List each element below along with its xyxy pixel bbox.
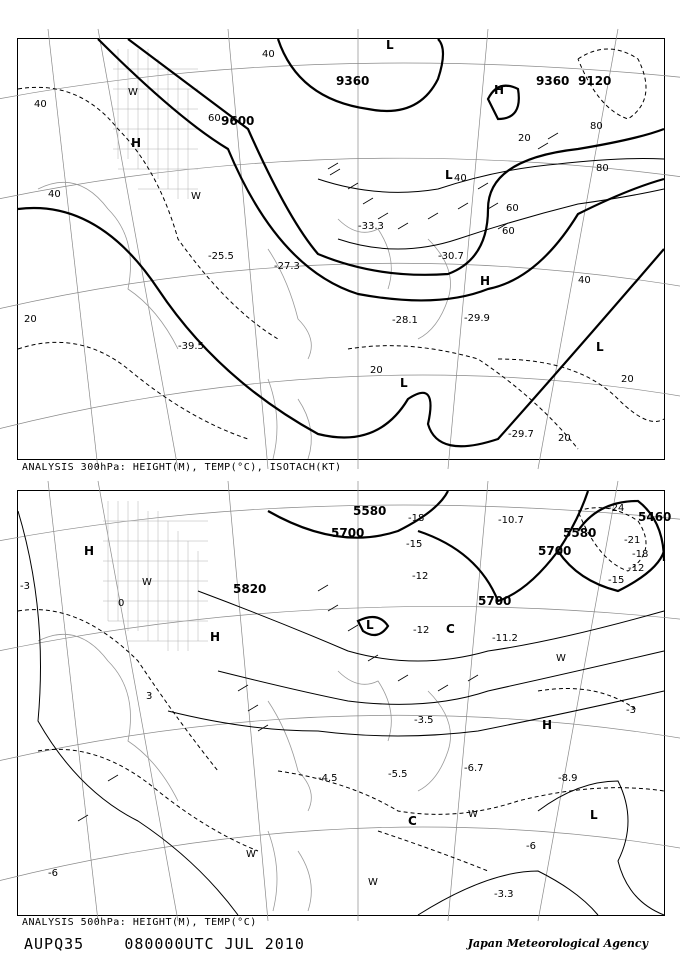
isotach-label: 60 bbox=[208, 113, 221, 124]
isotherm-label: -18 bbox=[632, 549, 649, 560]
temp-value: -27.3 bbox=[274, 261, 300, 272]
isotherm-label: -24 bbox=[608, 503, 625, 514]
temp-value: -8.9 bbox=[558, 773, 578, 784]
height-label: 9120 bbox=[578, 74, 612, 88]
low-pressure-marker: L bbox=[596, 340, 604, 354]
isotach-label: 20 bbox=[558, 433, 571, 444]
isotherm-label: -3 bbox=[20, 581, 30, 592]
cold-marker: C bbox=[446, 622, 455, 636]
wind-barbs bbox=[328, 133, 558, 229]
low-pressure-marker: L bbox=[590, 808, 598, 822]
warm-marker: W bbox=[246, 849, 256, 860]
temp-value: -33.3 bbox=[358, 221, 384, 232]
isotherm-label: -15 bbox=[608, 575, 625, 586]
high-pressure-marker: H bbox=[494, 83, 505, 97]
coastlines bbox=[38, 182, 451, 459]
temp-value: -29.9 bbox=[464, 313, 490, 324]
high-pressure-marker: H bbox=[480, 274, 491, 288]
isotach-label: 80 bbox=[596, 163, 609, 174]
panel-caption-500hpa: ANALYSIS 500hPa: HEIGHT(M), TEMP(°C) bbox=[22, 917, 257, 928]
height-label: 5820 bbox=[233, 582, 267, 596]
warm-marker: W bbox=[191, 191, 201, 202]
height-contours bbox=[18, 39, 664, 446]
map-500hpa-canvas bbox=[18, 491, 672, 915]
height-label: 5580 bbox=[563, 526, 597, 540]
map-panel-300hpa bbox=[17, 38, 665, 460]
temp-value: -39.5 bbox=[178, 341, 204, 352]
panel-caption-300hpa: ANALYSIS 300hPa: HEIGHT(M), TEMP(°C), ISOTACH(KT) bbox=[22, 462, 342, 473]
terrain-hatch bbox=[113, 49, 198, 199]
chart-code-and-time bbox=[24, 935, 305, 953]
temp-value: -10.7 bbox=[498, 515, 524, 526]
isotherm-label: 3 bbox=[146, 691, 153, 702]
warm-marker: W bbox=[556, 653, 566, 664]
height-label: 5700 bbox=[478, 594, 512, 608]
isotherm-label: -6 bbox=[526, 841, 536, 852]
high-pressure-marker: H bbox=[210, 630, 221, 644]
isotach-label: 40 bbox=[34, 99, 47, 110]
graticule bbox=[0, 29, 680, 469]
terrain-hatch bbox=[103, 501, 208, 651]
isotherm-label: 0 bbox=[118, 598, 125, 609]
height-label: 5580 bbox=[353, 504, 387, 518]
isotach-label: 60 bbox=[502, 226, 515, 237]
isotherm-label: -18 bbox=[408, 513, 425, 524]
temp-value: -4.5 bbox=[318, 773, 338, 784]
height-label: 9360 bbox=[536, 74, 570, 88]
temp-value: -5.5 bbox=[388, 769, 408, 780]
temp-value: -30.7 bbox=[438, 251, 464, 262]
temp-value: -3.5 bbox=[414, 715, 434, 726]
high-pressure-marker: H bbox=[542, 718, 553, 732]
map-panel-500hpa bbox=[17, 490, 672, 916]
temp-value: -28.1 bbox=[392, 315, 418, 326]
height-label: 5460 bbox=[638, 510, 672, 524]
chart-code: AUPQ35 bbox=[24, 935, 85, 953]
agency-name: Japan Meteorological Agency bbox=[467, 937, 648, 950]
low-pressure-marker: L bbox=[386, 38, 394, 52]
low-pressure-marker: L bbox=[400, 376, 408, 390]
temp-value: -11.2 bbox=[492, 633, 518, 644]
graticule bbox=[0, 481, 680, 921]
isotach-label: 20 bbox=[370, 365, 383, 376]
temp-value: -25.5 bbox=[208, 251, 234, 262]
warm-marker: W bbox=[142, 577, 152, 588]
low-pressure-marker: L bbox=[445, 168, 453, 182]
height-label: 5700 bbox=[331, 526, 365, 540]
isotach-label: 40 bbox=[262, 49, 275, 60]
height-contours-thin bbox=[18, 511, 664, 915]
isotach-label: 20 bbox=[621, 374, 634, 385]
height-label: 9600 bbox=[221, 114, 255, 128]
isotherm-label: -12 bbox=[628, 563, 645, 574]
isotach-thin bbox=[318, 159, 664, 249]
warm-marker: W bbox=[468, 809, 478, 820]
high-pressure-marker: H bbox=[84, 544, 95, 558]
isotach-label: 80 bbox=[590, 121, 603, 132]
isotherm-label: -21 bbox=[624, 535, 641, 546]
map-300hpa-canvas bbox=[18, 39, 664, 459]
isotach-label: 40 bbox=[454, 173, 467, 184]
isotach-label: 60 bbox=[506, 203, 519, 214]
height-label: 5700 bbox=[538, 544, 572, 558]
warm-marker: W bbox=[368, 877, 378, 888]
cold-marker: C bbox=[408, 814, 417, 828]
isotach-label: 20 bbox=[24, 314, 37, 325]
isotherm-label: -12 bbox=[413, 625, 430, 636]
temp-value: -3.3 bbox=[494, 889, 514, 900]
map-labels bbox=[20, 503, 671, 900]
high-pressure-marker: H bbox=[131, 136, 142, 150]
isotach-label: 20 bbox=[518, 133, 531, 144]
isotherm-label: -3 bbox=[626, 705, 636, 716]
isotherm-label: -12 bbox=[412, 571, 429, 582]
isotherm-label: -6 bbox=[48, 868, 58, 879]
low-pressure-marker: L bbox=[366, 618, 374, 632]
isotach-label: 40 bbox=[578, 275, 591, 286]
temp-value: -29.7 bbox=[508, 429, 534, 440]
warm-marker: W bbox=[128, 87, 138, 98]
height-label: 9360 bbox=[336, 74, 370, 88]
isotach-label: 40 bbox=[48, 189, 61, 200]
temp-value: -6.7 bbox=[464, 763, 484, 774]
valid-time: 080000UTC JUL 2010 bbox=[124, 935, 305, 953]
isotherm-label: -15 bbox=[406, 539, 423, 550]
